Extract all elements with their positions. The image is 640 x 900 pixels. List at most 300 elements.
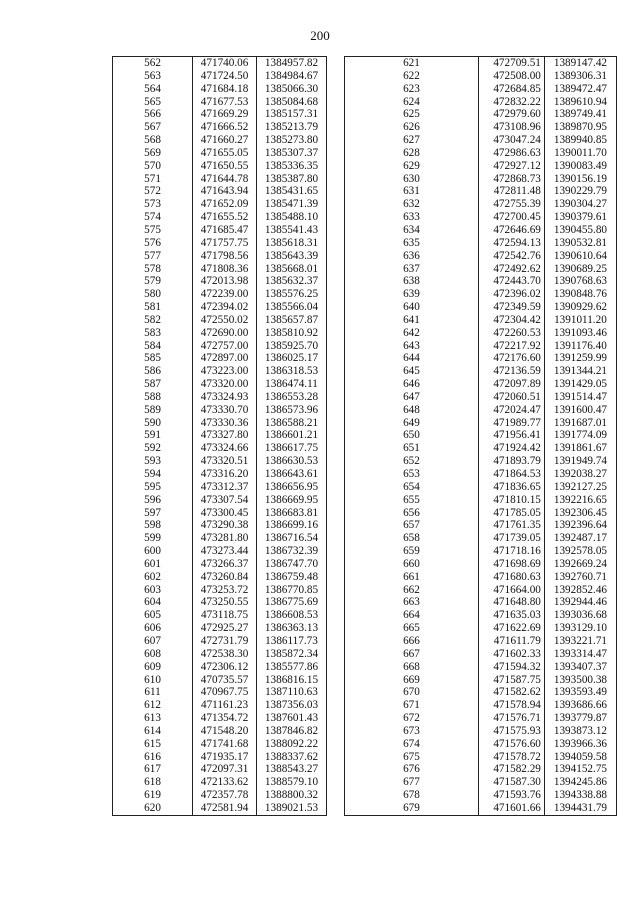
point-number-cell: 619 [113, 789, 193, 802]
point-number-cell: 573 [113, 198, 193, 211]
x-coordinate-cell: 472357.78 [193, 789, 257, 802]
x-coordinate-cell: 471924.42 [478, 442, 544, 455]
table-row [345, 185, 617, 198]
point-number-cell: 571 [113, 173, 193, 186]
y-coordinate-cell: 1392038.27 [544, 468, 616, 481]
table-row [345, 661, 617, 674]
point-number-cell: 587 [113, 378, 193, 391]
table-row [345, 134, 617, 147]
y-coordinate-cell: 1386608.53 [257, 609, 327, 622]
y-coordinate-cell: 1390848.76 [544, 288, 616, 301]
table-row [345, 802, 617, 815]
y-coordinate-cell: 1386683.81 [257, 507, 327, 520]
table-row [345, 519, 617, 532]
x-coordinate-cell: 471655.05 [193, 147, 257, 160]
table-row [113, 648, 327, 661]
table-row [345, 545, 617, 558]
table-row [345, 442, 617, 455]
table-row [113, 237, 327, 250]
table-row [345, 365, 617, 378]
x-coordinate-cell: 471660.27 [193, 134, 257, 147]
point-number-cell: 676 [345, 763, 479, 776]
table-row [345, 263, 617, 276]
point-number-cell: 677 [345, 776, 479, 789]
point-number-cell: 658 [345, 532, 479, 545]
y-coordinate-cell: 1389472.47 [544, 83, 616, 96]
y-coordinate-cell: 1392216.65 [544, 494, 616, 507]
x-coordinate-cell: 471989.77 [478, 417, 544, 430]
point-number-cell: 608 [113, 648, 193, 661]
y-coordinate-cell: 1388800.32 [257, 789, 327, 802]
y-coordinate-cell: 1385643.39 [257, 250, 327, 263]
point-number-cell: 667 [345, 648, 479, 661]
x-coordinate-cell: 472594.13 [478, 237, 544, 250]
x-coordinate-cell: 472832.22 [478, 96, 544, 109]
point-number-cell: 643 [345, 340, 479, 353]
table-row [345, 301, 617, 314]
x-coordinate-cell: 472396.02 [478, 288, 544, 301]
y-coordinate-cell: 1391774.09 [544, 429, 616, 442]
point-number-cell: 579 [113, 275, 193, 288]
y-coordinate-cell: 1390455.80 [544, 224, 616, 237]
table-row [113, 751, 327, 764]
y-coordinate-cell: 1391514.47 [544, 391, 616, 404]
page-number: 200 [310, 28, 330, 43]
x-coordinate-cell: 471864.53 [478, 468, 544, 481]
y-coordinate-cell: 1388092.22 [257, 738, 327, 751]
point-number-cell: 600 [113, 545, 193, 558]
y-coordinate-cell: 1385668.01 [257, 263, 327, 276]
x-coordinate-cell: 471718.16 [478, 545, 544, 558]
point-number-cell: 657 [345, 519, 479, 532]
point-number-cell: 601 [113, 558, 193, 571]
y-coordinate-cell: 1386553.28 [257, 391, 327, 404]
y-coordinate-cell: 1393221.71 [544, 635, 616, 648]
x-coordinate-cell: 472538.30 [193, 648, 257, 661]
table-row [345, 391, 617, 404]
point-number-cell: 655 [345, 494, 479, 507]
table-row [345, 96, 617, 109]
point-number-cell: 617 [113, 763, 193, 776]
x-coordinate-cell: 471354.72 [193, 712, 257, 725]
point-number-cell: 641 [345, 314, 479, 327]
point-number-cell: 646 [345, 378, 479, 391]
point-number-cell: 604 [113, 596, 193, 609]
x-coordinate-cell: 472927.12 [478, 160, 544, 173]
y-coordinate-cell: 1385577.86 [257, 661, 327, 674]
y-coordinate-cell: 1385632.37 [257, 275, 327, 288]
point-number-cell: 591 [113, 429, 193, 442]
y-coordinate-cell: 1391600.47 [544, 404, 616, 417]
table-row [345, 571, 617, 584]
y-coordinate-cell: 1394059.58 [544, 751, 616, 764]
table-row [113, 417, 327, 430]
y-coordinate-cell: 1385387.80 [257, 173, 327, 186]
point-number-cell: 593 [113, 455, 193, 468]
table-row [113, 494, 327, 507]
x-coordinate-cell: 471648.80 [478, 596, 544, 609]
y-coordinate-cell: 1394152.75 [544, 763, 616, 776]
x-coordinate-cell: 471680.63 [478, 571, 544, 584]
x-coordinate-cell: 471808.36 [193, 263, 257, 276]
table-row [345, 211, 617, 224]
x-coordinate-cell: 471785.05 [478, 507, 544, 520]
table-row [345, 352, 617, 365]
x-coordinate-cell: 472443.70 [478, 275, 544, 288]
x-coordinate-cell: 472176.60 [478, 352, 544, 365]
y-coordinate-cell: 1386716.54 [257, 532, 327, 545]
x-coordinate-cell: 473047.24 [478, 134, 544, 147]
y-coordinate-cell: 1384984.67 [257, 70, 327, 83]
point-number-cell: 663 [345, 596, 479, 609]
x-coordinate-cell: 471685.47 [193, 224, 257, 237]
table-row [113, 121, 327, 134]
x-coordinate-cell: 472897.00 [193, 352, 257, 365]
point-number-cell: 652 [345, 455, 479, 468]
x-coordinate-cell: 471741.68 [193, 738, 257, 751]
x-coordinate-cell: 473327.80 [193, 429, 257, 442]
point-number-cell: 638 [345, 275, 479, 288]
y-coordinate-cell: 1387601.43 [257, 712, 327, 725]
table-row [113, 699, 327, 712]
table-row [345, 429, 617, 442]
table-row [345, 494, 617, 507]
point-number-cell: 568 [113, 134, 193, 147]
x-coordinate-cell: 473281.80 [193, 532, 257, 545]
point-number-cell: 673 [345, 725, 479, 738]
y-coordinate-cell: 1385810.92 [257, 327, 327, 340]
point-number-cell: 615 [113, 738, 193, 751]
x-coordinate-cell: 471602.33 [478, 648, 544, 661]
table-row [345, 789, 617, 802]
point-number-cell: 577 [113, 250, 193, 263]
point-number-cell: 671 [345, 699, 479, 712]
table-row [113, 442, 327, 455]
x-coordinate-cell: 471594.32 [478, 661, 544, 674]
y-coordinate-cell: 1387110.63 [257, 686, 327, 699]
table-row [113, 340, 327, 353]
x-coordinate-cell: 472731.79 [193, 635, 257, 648]
x-coordinate-cell: 471635.03 [478, 609, 544, 622]
point-number-cell: 611 [113, 686, 193, 699]
point-number-cell: 567 [113, 121, 193, 134]
x-coordinate-cell: 473316.20 [193, 468, 257, 481]
point-number-cell: 581 [113, 301, 193, 314]
x-coordinate-cell: 471622.69 [478, 622, 544, 635]
x-coordinate-cell: 473260.84 [193, 571, 257, 584]
x-coordinate-cell: 473324.93 [193, 391, 257, 404]
table-row [113, 327, 327, 340]
y-coordinate-cell: 1392578.05 [544, 545, 616, 558]
point-number-cell: 605 [113, 609, 193, 622]
y-coordinate-cell: 1391259.99 [544, 352, 616, 365]
y-coordinate-cell: 1390304.27 [544, 198, 616, 211]
y-coordinate-cell: 1385336.35 [257, 160, 327, 173]
table-row [345, 455, 617, 468]
table-row [345, 558, 617, 571]
x-coordinate-cell: 472508.00 [478, 70, 544, 83]
x-coordinate-cell: 471836.65 [478, 481, 544, 494]
y-coordinate-cell: 1393873.12 [544, 725, 616, 738]
table-row [345, 70, 617, 83]
y-coordinate-cell: 1386117.73 [257, 635, 327, 648]
point-number-cell: 659 [345, 545, 479, 558]
x-coordinate-cell: 473324.66 [193, 442, 257, 455]
table-row [113, 738, 327, 751]
y-coordinate-cell: 1394245.86 [544, 776, 616, 789]
x-coordinate-cell: 472060.51 [478, 391, 544, 404]
y-coordinate-cell: 1391011.20 [544, 314, 616, 327]
y-coordinate-cell: 1389610.94 [544, 96, 616, 109]
table-row [113, 378, 327, 391]
x-coordinate-cell: 471664.00 [478, 584, 544, 597]
table-row [345, 763, 617, 776]
x-coordinate-cell: 471724.50 [193, 70, 257, 83]
x-coordinate-cell: 472306.12 [193, 661, 257, 674]
table-row [113, 789, 327, 802]
point-number-cell: 644 [345, 352, 479, 365]
point-number-cell: 668 [345, 661, 479, 674]
table-row [113, 571, 327, 584]
point-number-cell: 628 [345, 147, 479, 160]
x-coordinate-cell: 472646.69 [478, 224, 544, 237]
y-coordinate-cell: 1393686.66 [544, 699, 616, 712]
point-number-cell: 570 [113, 160, 193, 173]
x-coordinate-cell: 472217.92 [478, 340, 544, 353]
y-coordinate-cell: 1386630.53 [257, 455, 327, 468]
table-row [113, 147, 327, 160]
y-coordinate-cell: 1386775.69 [257, 596, 327, 609]
x-coordinate-cell: 471893.79 [478, 455, 544, 468]
point-number-cell: 585 [113, 352, 193, 365]
point-number-cell: 614 [113, 725, 193, 738]
x-coordinate-cell: 472239.00 [193, 288, 257, 301]
point-number-cell: 618 [113, 776, 193, 789]
y-coordinate-cell: 1385157.31 [257, 108, 327, 121]
point-number-cell: 584 [113, 340, 193, 353]
y-coordinate-cell: 1385576.25 [257, 288, 327, 301]
y-coordinate-cell: 1386816.15 [257, 674, 327, 687]
table-row [113, 173, 327, 186]
y-coordinate-cell: 1393966.36 [544, 738, 616, 751]
y-coordinate-cell: 1385872.34 [257, 648, 327, 661]
point-number-cell: 626 [345, 121, 479, 134]
x-coordinate-cell: 473118.75 [193, 609, 257, 622]
y-coordinate-cell: 1390768.63 [544, 275, 616, 288]
y-coordinate-cell: 1390689.25 [544, 263, 616, 276]
x-coordinate-cell: 472868.73 [478, 173, 544, 186]
x-coordinate-cell: 471798.56 [193, 250, 257, 263]
point-number-cell: 669 [345, 674, 479, 687]
point-number-cell: 678 [345, 789, 479, 802]
x-coordinate-cell: 471669.29 [193, 108, 257, 121]
x-coordinate-cell: 472709.51 [478, 57, 544, 70]
point-number-cell: 616 [113, 751, 193, 764]
x-coordinate-cell: 472700.45 [478, 211, 544, 224]
y-coordinate-cell: 1393593.49 [544, 686, 616, 699]
x-coordinate-cell: 472013.98 [193, 275, 257, 288]
y-coordinate-cell: 1392852.46 [544, 584, 616, 597]
table-row [345, 468, 617, 481]
point-number-cell: 633 [345, 211, 479, 224]
y-coordinate-cell: 1386474.11 [257, 378, 327, 391]
point-number-cell: 637 [345, 263, 479, 276]
x-coordinate-cell: 471578.94 [478, 699, 544, 712]
table-row [113, 404, 327, 417]
table-row [345, 173, 617, 186]
point-number-cell: 625 [345, 108, 479, 121]
table-row [113, 391, 327, 404]
table-row [345, 584, 617, 597]
table-row [113, 198, 327, 211]
x-coordinate-cell: 471611.79 [478, 635, 544, 648]
table-row [345, 481, 617, 494]
x-coordinate-cell: 471644.78 [193, 173, 257, 186]
point-number-cell: 597 [113, 507, 193, 520]
y-coordinate-cell: 1390011.70 [544, 147, 616, 160]
y-coordinate-cell: 1393500.38 [544, 674, 616, 687]
x-coordinate-cell: 470967.75 [193, 686, 257, 699]
y-coordinate-cell: 1389147.42 [544, 57, 616, 70]
point-number-cell: 582 [113, 314, 193, 327]
table-row [345, 108, 617, 121]
y-coordinate-cell: 1389021.53 [257, 802, 327, 815]
point-number-cell: 624 [345, 96, 479, 109]
y-coordinate-cell: 1390083.49 [544, 160, 616, 173]
x-coordinate-cell: 472136.59 [478, 365, 544, 378]
table-row [345, 648, 617, 661]
point-number-cell: 660 [345, 558, 479, 571]
point-number-cell: 634 [345, 224, 479, 237]
y-coordinate-cell: 1386770.85 [257, 584, 327, 597]
point-number-cell: 607 [113, 635, 193, 648]
x-coordinate-cell: 472755.39 [478, 198, 544, 211]
table-row [345, 404, 617, 417]
y-coordinate-cell: 1387356.03 [257, 699, 327, 712]
y-coordinate-cell: 1385307.37 [257, 147, 327, 160]
x-coordinate-cell: 471576.60 [478, 738, 544, 751]
point-number-cell: 596 [113, 494, 193, 507]
coordinates-table-left [112, 56, 327, 816]
table-row [113, 211, 327, 224]
point-number-cell: 566 [113, 108, 193, 121]
point-number-cell: 606 [113, 622, 193, 635]
table-row [113, 185, 327, 198]
point-number-cell: 642 [345, 327, 479, 340]
point-number-cell: 648 [345, 404, 479, 417]
point-number-cell: 662 [345, 584, 479, 597]
x-coordinate-cell: 472925.27 [193, 622, 257, 635]
table-row [345, 250, 617, 263]
x-coordinate-cell: 473320.51 [193, 455, 257, 468]
table-row [345, 288, 617, 301]
x-coordinate-cell: 471666.52 [193, 121, 257, 134]
y-coordinate-cell: 1386747.70 [257, 558, 327, 571]
point-number-cell: 574 [113, 211, 193, 224]
x-coordinate-cell: 472394.02 [193, 301, 257, 314]
table-row [345, 507, 617, 520]
point-number-cell: 586 [113, 365, 193, 378]
table-row [345, 160, 617, 173]
x-coordinate-cell: 473312.37 [193, 481, 257, 494]
x-coordinate-cell: 472024.47 [478, 404, 544, 417]
table-row [345, 83, 617, 96]
y-coordinate-cell: 1386617.75 [257, 442, 327, 455]
point-number-cell: 629 [345, 160, 479, 173]
x-coordinate-cell: 473320.00 [193, 378, 257, 391]
y-coordinate-cell: 1385431.65 [257, 185, 327, 198]
table-row [113, 250, 327, 263]
x-coordinate-cell: 472097.31 [193, 763, 257, 776]
table-row [345, 147, 617, 160]
y-coordinate-cell: 1394338.88 [544, 789, 616, 802]
table-row [113, 429, 327, 442]
point-number-cell: 665 [345, 622, 479, 635]
point-number-cell: 603 [113, 584, 193, 597]
point-number-cell: 572 [113, 185, 193, 198]
y-coordinate-cell: 1391687.01 [544, 417, 616, 430]
point-number-cell: 679 [345, 802, 479, 815]
x-coordinate-cell: 471582.29 [478, 763, 544, 776]
y-coordinate-cell: 1386588.21 [257, 417, 327, 430]
table-row [345, 776, 617, 789]
point-number-cell: 599 [113, 532, 193, 545]
point-number-cell: 613 [113, 712, 193, 725]
point-number-cell: 632 [345, 198, 479, 211]
table-row [113, 455, 327, 468]
point-number-cell: 636 [345, 250, 479, 263]
x-coordinate-cell: 471601.66 [478, 802, 544, 815]
table-row [113, 301, 327, 314]
y-coordinate-cell: 1388543.27 [257, 763, 327, 776]
table-row [345, 686, 617, 699]
table-row [113, 802, 327, 815]
table-row [345, 596, 617, 609]
x-coordinate-cell: 472550.02 [193, 314, 257, 327]
table-row [345, 417, 617, 430]
point-number-cell: 647 [345, 391, 479, 404]
table-row [113, 712, 327, 725]
y-coordinate-cell: 1390379.61 [544, 211, 616, 224]
table-row [113, 263, 327, 276]
y-coordinate-cell: 1390532.81 [544, 237, 616, 250]
y-coordinate-cell: 1385618.31 [257, 237, 327, 250]
y-coordinate-cell: 1386573.96 [257, 404, 327, 417]
y-coordinate-cell: 1393407.37 [544, 661, 616, 674]
table-row [113, 57, 327, 70]
x-coordinate-cell: 471757.75 [193, 237, 257, 250]
table-row [113, 83, 327, 96]
y-coordinate-cell: 1386669.95 [257, 494, 327, 507]
table-row [345, 275, 617, 288]
table-row [113, 134, 327, 147]
y-coordinate-cell: 1392306.45 [544, 507, 616, 520]
point-number-cell: 664 [345, 609, 479, 622]
x-coordinate-cell: 473266.37 [193, 558, 257, 571]
table-row [113, 352, 327, 365]
point-number-cell: 588 [113, 391, 193, 404]
table-row [113, 584, 327, 597]
table-row [113, 519, 327, 532]
table-row [113, 314, 327, 327]
point-number-cell: 651 [345, 442, 479, 455]
x-coordinate-cell: 471582.62 [478, 686, 544, 699]
y-coordinate-cell: 1389940.85 [544, 134, 616, 147]
x-coordinate-cell: 473290.38 [193, 519, 257, 532]
table-row [345, 224, 617, 237]
y-coordinate-cell: 1391093.46 [544, 327, 616, 340]
y-coordinate-cell: 1393129.10 [544, 622, 616, 635]
